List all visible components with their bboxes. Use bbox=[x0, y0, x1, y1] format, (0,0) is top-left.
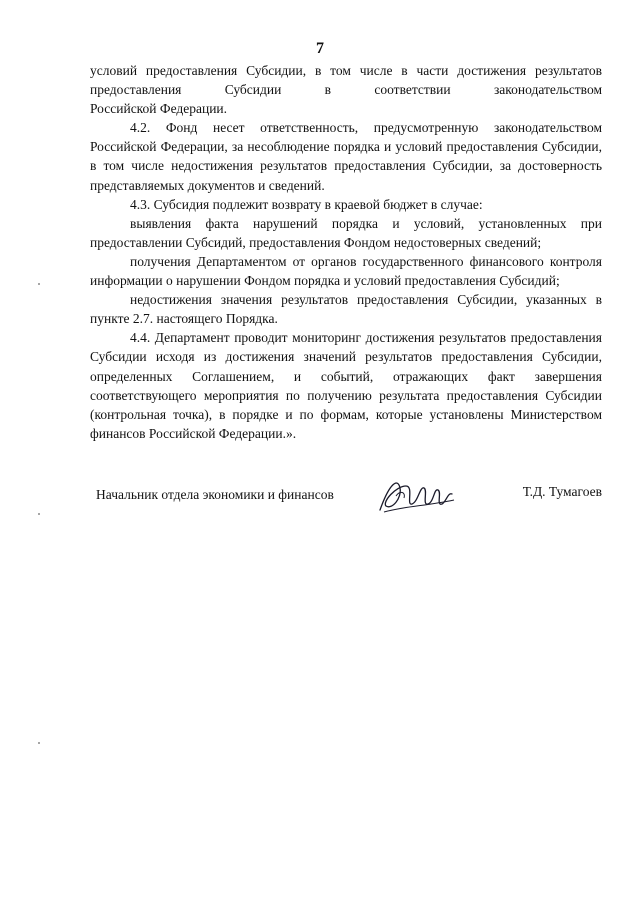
margin-mark bbox=[38, 513, 40, 515]
paragraph-4-3-item-3: недостижения значения результатов предоставления Субсидии, указанных в пункте 2.7. настоящего Порядка. bbox=[90, 292, 602, 327]
margin-mark bbox=[38, 742, 40, 744]
handwritten-signature bbox=[376, 476, 456, 516]
signatory-name: Т.Д. Тумагоев bbox=[522, 484, 602, 499]
paragraph-continuation-line2: предоставления Субсидии в соответствии законодательством bbox=[90, 82, 602, 98]
signatory-position: Начальник отдела экономики и финансов bbox=[96, 487, 334, 502]
paragraph-continuation-line3: Российской Федерации. bbox=[90, 101, 228, 117]
paragraph-4-3-item-1: выявления факта нарушений порядка и условий, установленных при предоставлении Субсидий, предоставления Фондом недостоверных сведений; bbox=[90, 215, 602, 250]
margin-mark bbox=[38, 283, 40, 285]
paragraph-4-3: 4.3. Субсидия подлежит возврату в краевой бюджет в случае: bbox=[130, 196, 483, 212]
paragraph-4-4: 4.4. Департамент проводит мониторинг достижения результатов предоставления Субсидии исходя из достижения значений результатов предоставления Субсидии, определенных Соглашением, и событий, отражающих факт завершения соответствующего мероприятия по получению результата предоставления Субсидии (контрольная точка), в порядке и по формам, которые установлены Министерством финансов Российской Федерации.». bbox=[90, 330, 602, 441]
paragraph-4-3-item-2: получения Департаментом от органов государственного финансового контроля информации о нарушении Фондом порядка и условий предоставления Субсидий; bbox=[90, 253, 602, 289]
page-number: 7 bbox=[316, 40, 324, 57]
signature-block bbox=[90, 470, 602, 520]
document-body bbox=[90, 61, 602, 443]
paragraph-continuation-line1: условий предоставления Субсидии, в том числе в части достижения результатов bbox=[90, 63, 602, 78]
paragraph-4-2: 4.2. Фонд несет ответственность, предусмотренную законодательством Российской Федерации, за несоблюдение порядка и условий предоставления Субсидии, в том числе недостижения результатов предоставления Субсидии, за достоверность представляемых документов и сведений. bbox=[90, 120, 602, 193]
